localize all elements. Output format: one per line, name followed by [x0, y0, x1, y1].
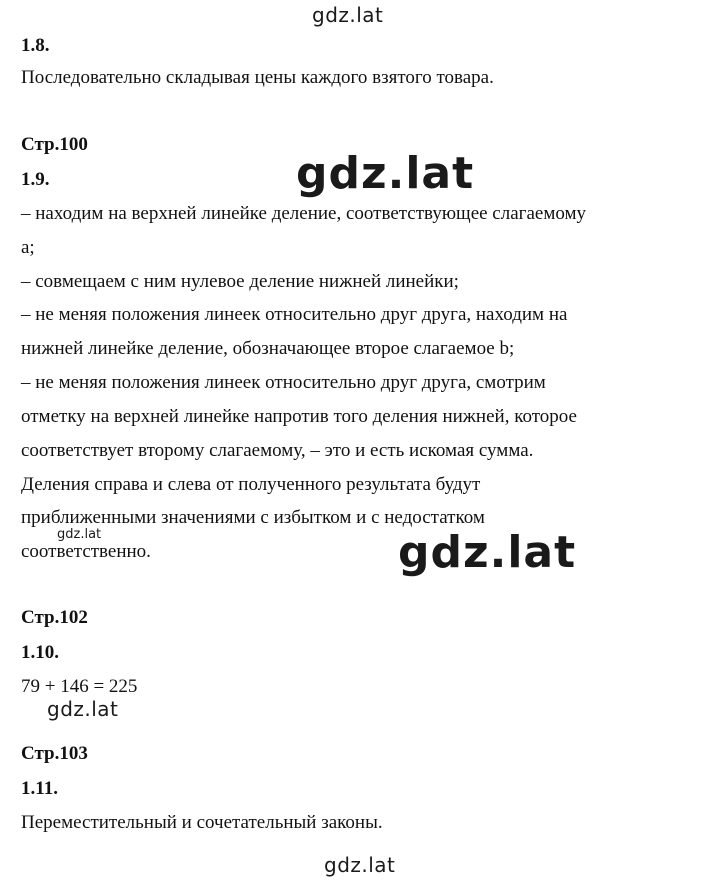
answer-line: – совмещаем с ним нулевое деление нижней линейки;: [21, 271, 459, 292]
answer-line: отметку на верхней линейке напротив того деления нижней, которое: [21, 406, 577, 427]
answer-1-11: Переместительный и сочетательный законы.: [21, 812, 383, 833]
answer-line: соответственно.: [21, 541, 151, 562]
answer-line: нижней линейке деление, обозначающее второе слагаемое b;: [21, 338, 515, 359]
answer-line: приближенными значениями с избытком и с недостатком: [21, 507, 485, 528]
answer-1-10: 79 + 146 = 225: [21, 676, 138, 697]
page-heading-102: Стр.102: [21, 607, 88, 628]
exercise-number-1-11: 1.11.: [21, 778, 58, 799]
answer-1-8: Последовательно складывая цены каждого взятого товара.: [21, 67, 494, 88]
answer-line: a;: [21, 237, 35, 258]
page-heading-103: Стр.103: [21, 743, 88, 764]
watermark-large-1: gdz.lat: [296, 148, 475, 199]
exercise-number-1-8: 1.8.: [21, 35, 50, 56]
watermark-small: gdz.lat: [57, 527, 102, 542]
answer-line: – не меняя положения линеек относительно друг друга, смотрим: [21, 372, 546, 393]
watermark-top: gdz.lat: [312, 3, 384, 27]
exercise-number-1-9: 1.9.: [21, 169, 50, 190]
exercise-number-1-10: 1.10.: [21, 642, 59, 663]
watermark-mid: gdz.lat: [47, 697, 119, 721]
answer-line: – не меняя положения линеек относительно друг друга, находим на: [21, 304, 568, 325]
answer-line: соответствует второму слагаемому, – это и есть искомая сумма.: [21, 440, 534, 461]
answer-line: Деления справа и слева от полученного результата будут: [21, 474, 481, 495]
watermark-large-2: gdz.lat: [398, 527, 577, 578]
watermark-bottom: gdz.lat: [324, 853, 396, 877]
page-heading-100: Стр.100: [21, 134, 88, 155]
answer-line: – находим на верхней линейке деление, соответствующее слагаемому: [21, 203, 586, 224]
